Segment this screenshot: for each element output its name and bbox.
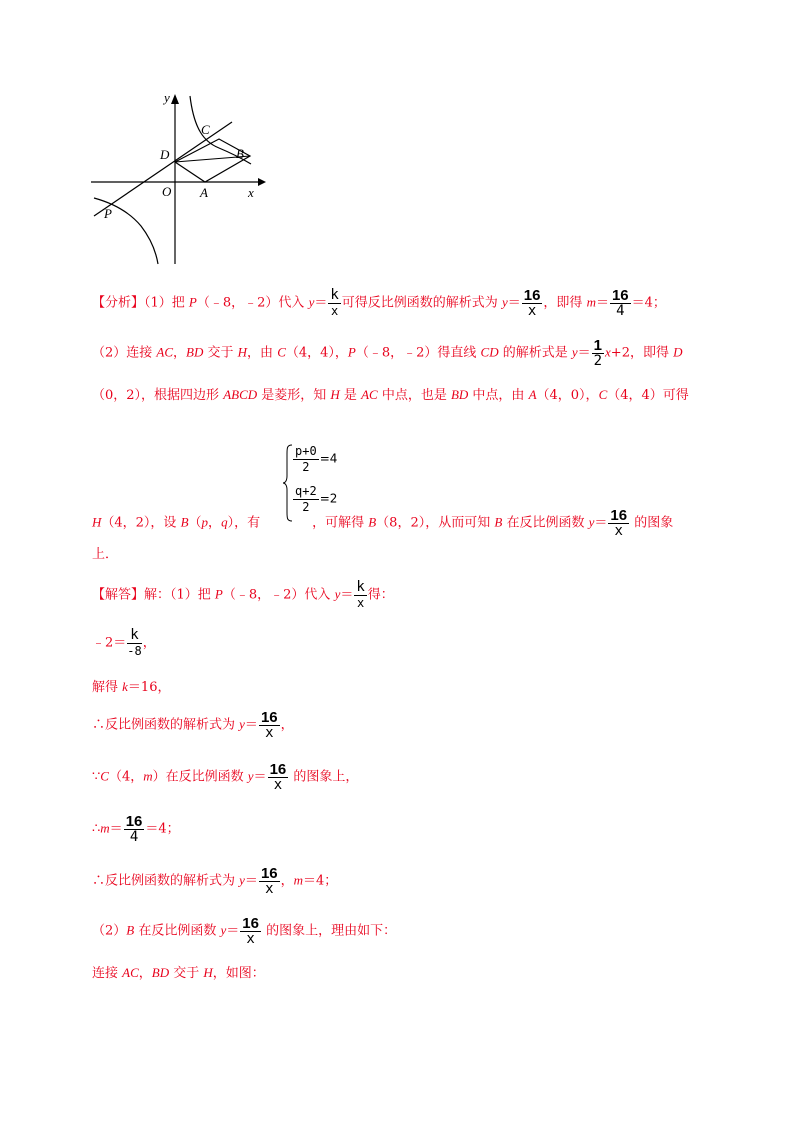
fraction-k-over-x: $\frac{k}{x}$: [330, 287, 339, 318]
label-b: B: [236, 146, 244, 161]
line-pc: [94, 122, 232, 216]
system-eq-2: $\frac{q+2}{2}$ =2: [295, 484, 338, 514]
fraction-16-over-x: $\frac{16}{x}$: [260, 709, 278, 741]
analysis-tag: 【分析】: [92, 295, 145, 311]
solution-line-8: （2）B 在反比例函数 y＝ $\frac{16}{x}$ 的图象上，理由如下：: [92, 915, 397, 947]
fraction-k-over-x: $\frac{k}{x}$: [356, 579, 365, 610]
analysis-line-3: （0，2），根据四边形 ABCD 是菱形，知 H 是 AC 中点，也是 BD 中点，由 A（4，0），C（4，4）可得: [92, 387, 689, 403]
solution-line-7: ∴反比例函数的解析式为 y＝ $\frac{16}{x}$ ，m＝4；: [92, 865, 338, 897]
fraction-16-over-x: $\frac{16}{x}$: [523, 287, 541, 319]
analysis-line-4: H（4，2），设 B（p，q），有 ，可解得 B（8，2），从而可知 B 在反比例函数 y＝ $\frac{16}{x}$ 的图象: [92, 507, 674, 539]
solution-line-5: ∵C（4，m）在反比例函数 y＝ $\frac{16}{x}$ 的图象上，: [92, 761, 359, 793]
fraction-16-over-x: $\frac{16}{x}$: [610, 507, 628, 539]
fraction-16-over-4: $\frac{16}{4}$: [611, 287, 629, 319]
solution-line-1: 【解答】解：（1）把 P（﹣8，﹣2）代入 y＝ $\frac{k}{x}$ 得：: [92, 579, 394, 610]
fraction-k-over-neg8: $\frac{k}{-8}$: [127, 627, 142, 658]
label-c: C: [201, 122, 210, 137]
x-axis-arrow: [258, 178, 266, 186]
solution-line-2: ﹣2＝ $\frac{k}{-8}$ ，: [92, 627, 156, 658]
label-y: y: [164, 90, 170, 105]
y-axis-arrow: [171, 94, 179, 104]
solution-line-9: 连接 AC，BD 交于 H，如图：: [92, 965, 265, 981]
solution-line-4: ∴反比例函数的解析式为 y＝ $\frac{16}{x}$ ，: [92, 709, 294, 741]
fraction-16-over-x: $\frac{16}{x}$: [269, 761, 287, 793]
geometry-figure: [86, 84, 266, 269]
solution-line-3: 解得 k＝16，: [92, 679, 171, 695]
solution-tag: 【解答】: [92, 587, 145, 603]
system-eq-1: $\frac{p+0}{2}$ =4: [295, 444, 338, 474]
label-p: P: [104, 206, 112, 221]
label-d: D: [160, 147, 170, 162]
fraction-16-over-4: $\frac{16}{4}$: [125, 813, 143, 845]
fraction-16-over-x: $\frac{16}{x}$: [260, 865, 278, 897]
label-x: x: [248, 185, 254, 200]
analysis-line-5: 上．: [92, 547, 119, 562]
fraction-1-over-2: $\frac{1}{2}$: [593, 337, 603, 369]
fraction-16-over-x: $\frac{16}{x}$: [242, 915, 259, 947]
analysis-line-1: 【分析】（1）把 P（﹣8，﹣2）代入 y＝ $\frac{k}{x}$ 可得反比例函数的解析式为 y＝ $\frac{16}{x}$ ，即得 m＝ $\frac{16}{4}$ ＝4；: [92, 287, 666, 319]
analysis-line-2: （2）连接 AC，BD 交于 H，由 C（4，4），P（﹣8，﹣2）得直线 CD 的解析式是 y＝ $\frac{1}{2}$ x+2，即得 D: [92, 337, 683, 369]
label-a: A: [200, 185, 208, 200]
solution-line-6: ∴m＝ $\frac{16}{4}$ ＝4；: [92, 813, 180, 845]
label-o: O: [162, 184, 172, 199]
